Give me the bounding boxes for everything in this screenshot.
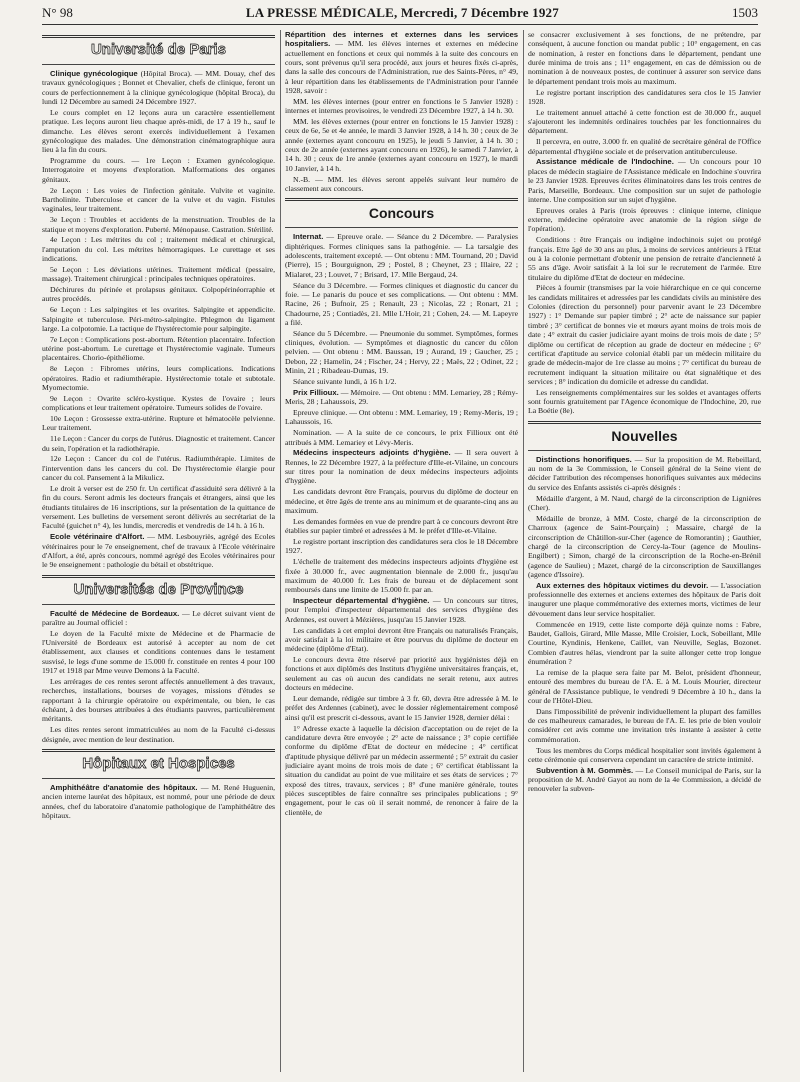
article-paragraph: 6e Leçon : Les salpingites et les ovarites. Salpingite et appendicite. Salpingite et tuberculose. Péri-métro-salpingite. Phlegmon du ligament large. La colpotomie. La tactique de l'hystérectomie pour salpingite.: [42, 305, 275, 333]
page-number: 1503: [731, 5, 758, 20]
article-heading: Répartition des internes et externes dans les services hospitaliers.: [285, 30, 518, 49]
article-paragraph: Epreuve clinique. — Ont obtenu : MM. Lemariey, 19 ; Remy-Meris, 19 ; Lahaussois, 16.: [285, 408, 518, 427]
article-paragraph: MM. les élèves internes (pour entrer en fonctions le 5 Janvier 1928) : internes et internes provisoires, le vendredi 23 Décembre 1927, à 14 h. 30.: [285, 96, 518, 116]
section-rule: [42, 778, 275, 779]
article-paragraph: 11e Leçon : Cancer du corps de l'utérus. Diagnostic et traitement. Cancer du sein, l'opération et la radiothérapie.: [42, 434, 275, 453]
article-text: — Il sera ouvert à Rennes, le 22 Décembre 1927, à la préfecture d'Ille-et-Vilaine, un concours sur titres pour la nomination de deux médecins inspecteurs adjoints d'hygiène.: [285, 448, 518, 486]
article-paragraph: Le traitement annuel attaché à cette fonction est de 30.000 fr., auquel s'ajouteront les indemnités ordinaires touchées par les fonctionnaires du département.: [528, 107, 761, 136]
article-paragraph: Le concours devra être réservé par priorité aux hygiénistes déjà en fonctions et aux diplômés des Instituts d'hygiène universitaires français, et, seulement au cas où aucun des candidats ne serait retenu, aux autres docteurs en médecine.: [285, 655, 518, 693]
article-paragraph: [528, 455, 761, 492]
article-paragraph: 1° Adresse exacte à laquelle la décision d'acceptation ou de rejet de la candidature devra être envoyée ; 2° acte de naissance ; 3° copie certifiée conforme du diplôme d'Etat de docteur en médecine ; 4° certificat d'aptitude physique délivré par un médecin assermenté ; 5° extrait du casier judiciaire ayant moins de trois mois de date ; 6° certificat établissant la situation du candidat au point de vue militaire et ses états de services ; 7° exposé des titres, travaux, services ; 8° d'une manière générale, toutes pièces susceptibles de faire connaître ses principales publications ; 9° engagement, pour le cas où il serait nommé, de renoncer à faire de la clientèle, de: [285, 723, 518, 817]
section-rule: [528, 450, 761, 451]
article-text: — MM. les élèves internes et externes en médecine actuellement en fonctions et ceux qui nommés à la suite des concours en cours, sont prévenus qu'il sera procédé, aux jours et heures fixés ci-après, dans la salle des concours de l'Administration, rue des Saints-Pères, n° 49, à leur répartition dans les établissements de l'Administration pour l'année 1928, savoir :: [285, 39, 518, 96]
article-paragraph: Médaille de bronze, à MM. Coste, chargé de la circonscription de Charroux (agence de Saint-Pourçain) ; Massaire, chargé de la circonscription de Châtillon-sur-Cher (agence de Romorantin) ; Gauthier, chargé de la circonscription de Cercy-la-Tour (agence de Moulins-Engilbert) ; Simon, chargé de la circonscription de la Roche-en-Brénil (agence de Saulieu) ; Mazet, chargé de la circonscription de Sauxillanges (agence d'Issoire).: [528, 513, 761, 579]
header-rule: [42, 24, 758, 25]
section-title-nouvelles: Nouvelles: [611, 427, 678, 444]
article-paragraph: [42, 783, 275, 820]
article-paragraph: [528, 581, 761, 618]
article-paragraph: Epreuves orales à Paris (trois épreuves : clinique interne, clinique externe, médecine opératoire avec anatomie de la région siège de l'opération).: [528, 205, 761, 234]
masthead-title: LA PRESSE MÉDICALE, Mercredi, 7 Décembre 1927: [245, 5, 559, 20]
article-text: — Un concours sur titres, pour l'emploi d'inspecteur départemental des services d'hygiène des Ardennes, est ouvert à Mézières, jusqu'au 15 Janvier 1928.: [285, 596, 518, 624]
article-paragraph: [528, 766, 761, 794]
column-divider: [280, 30, 281, 1072]
article-paragraph: Les candidats à cet emploi devront être Français ou naturalisés Français, avoir satisfait à la loi militaire et être pourvus du diplôme de docteur en médecine (diplôme d'Etat).: [285, 625, 518, 654]
article-paragraph: 10e Leçon : Grossesse extra-utérine. Rupture et hématocèle pelvienne. Leur traitement.: [42, 414, 275, 433]
section-rule: [42, 575, 275, 578]
article-paragraph: [285, 596, 518, 624]
article-heading: Assistance médicale de l'Indochine.: [536, 157, 674, 167]
article-paragraph: Pièces à fournir (transmises par la voie hiérarchique en ce qui concerne les candidats militaires et adressées par les candidats civils au ministère des Colonies (direction du personnel) pour parvenir avant le 23 Décembre 1927) : 1° Demande sur papier timbré ; 2° acte de naissance sur papier timbré ; 3° certificat de bonnes vie et mœurs ayant moins de trois mois de date ; 4° extrait du casier judiciaire ayant moins de trois mois de date ; 5° diplôme ou certificat de réception au grade de docteur en médecine ; 6° certificat d'aptitude au service colonial établi par un médecin militaire du grade de médecin-major de 1re classe au moins ; 7° certificat du bureau de recrutement indiquant la situation militaire ou état signalétique et des services ; 8° indication du domicile et adresse du candidat.: [528, 283, 761, 386]
article-paragraph: Les renseignements complémentaires sur les soldes et avantages offerts sont fournis gratuitement par l'Agence économique de l'Indochine, 20, rue La Boétie (8e).: [528, 387, 761, 416]
article-heading: Prix Fillioux.: [293, 387, 339, 397]
article-paragraph: Le registre portant inscription des candidatures sera clos le 15 Janvier 1928.: [528, 87, 761, 106]
article-paragraph: Tous les membres du Corps médical hospitalier sont invités également à cette cérémonie qui conservera cependant un caractère de stricte intimité.: [528, 745, 761, 764]
article-paragraph: Le registre portant inscription des candidatures sera clos le 18 Décembre 1927.: [285, 537, 518, 556]
article-paragraph: 4e Leçon : Les métrites du col ; traitement médical et chirurgical, l'amputation du col. Les métrites hémorragiques. Le curettage et ses indications.: [42, 235, 275, 264]
article-heading: Faculté de Médecine de Bordeaux.: [50, 608, 180, 618]
issue-number: N° 98: [42, 5, 73, 20]
article-heading: Distinctions honorifiques.: [536, 454, 632, 464]
article-paragraph: La remise de la plaque sera faite par M. Belot, président d'honneur, entouré des membres du bureau de l'A. E. à M. Louis Mourier, directeur général de l'Assistance publique, le vendredi 9 Décembre à 10 h., dans la cour de l'Hôtel-Dieu.: [528, 667, 761, 705]
section-title-hopitaux: Hôpitaux et Hospices: [82, 754, 235, 772]
article-paragraph: [285, 448, 518, 485]
article-paragraph: [42, 69, 275, 106]
article-paragraph: 5e Leçon : Les déviations utérines. Traitement médical (pessaire, massage). Traitement chirurgical : principales techniques opératoires.: [42, 264, 275, 284]
article-heading: Inspecteur départemental d'hygiène.: [293, 596, 430, 606]
article-heading: Amphithéâtre d'anatomie des hôpitaux.: [50, 782, 198, 792]
section-title-universite-paris: Université de Paris: [90, 41, 227, 58]
page-header: [42, 4, 758, 22]
article-paragraph: Dans l'impossibilité de prévenir individuellement la plupart des familles de ces malheureux camarades, le bureau de l'A. E. les prie de bien vouloir considérer cet avis comme une invitation très instante à assister à cette commémoration.: [528, 706, 761, 744]
article-heading: Ecole vétérinaire d'Alfort.: [50, 532, 145, 542]
article-paragraph: Leur demande, rédigée sur timbre à 3 fr. 60, devra être adressée à M. le préfet des Ardennes (cabinet), avec le dossier réglementairement composé ainsi qu'il est prescrit ci-dessous, avant le 15 Janvier 1928, dernier délai :: [285, 694, 518, 722]
article-paragraph: Séance du 3 Décembre. — Formes cliniques et diagnostic du cancer du foie. — Le panaris du pouce et ses complications. — Ont obtenu : MM. Racine, 26 ; Bufnoir, 25 ; Renault, 23 ; Nicolas, 22 ; Ronart, 21 ; Chadourne, 25 ; Contiadès, 21. Mlle L'Hoir, 21 ; Cohen, 24. — M. Lapeyre a filé.: [285, 280, 518, 327]
article-paragraph: Le doyen de la Faculté mixte de Médecine et de Pharmacie de l'Université de Bordeaux est autorisé à accepter au nom de cet établissement, aux clauses et conditions contenues dans le testament susvisé, le legs d'une somme de 15.000 fr. constituée en rentes 4 pour 100 1917 et 1918 par Mme veuve Demons à la Faculté.: [42, 628, 275, 676]
article-heading: Subvention à M. Gommès.: [536, 765, 634, 775]
article-paragraph: 12e Leçon : Cancer du col de l'utérus. Radiumthérapie. Limites de l'intervention dans les cancers du col. De l'hystérectomie élargie pour cancer du col. Pansement à la Mikulicz.: [42, 454, 275, 483]
article-heading: Internat.: [293, 232, 324, 242]
article-paragraph: 9e Leçon : Ovarite scléro-kystique. Kystes de l'ovaire ; leurs complications et leur traitement opératoire. Tumeurs solides de l'ovaire.: [42, 393, 275, 413]
section-rule: [42, 35, 275, 38]
article-paragraph: Séance du 5 Décembre. — Pneumonie du sommet. Symptômes, formes cliniques, évolution. — Symptômes et diagnostic du cancer du côlon pelvien. — Ont obtenu : MM. Baussan, 19 ; Aurand, 19 ; Gaucher, 25 ; Debon, 22 ; Hamelin, 24 ; Fischer, 24 ; Hervy, 22 ; Maës, 22 ; Odinet, 22 ; Minin, 21 ; Ribadeau-Dumas, 19.: [285, 328, 518, 376]
article-paragraph: N.-B. — MM. les élèves seront appelés suivant leur numéro de classement aux concours.: [285, 174, 518, 193]
column-1: [42, 30, 275, 1075]
article-paragraph: Conditions : être Français ou indigène indochinois sujet ou protégé français. Etre âgé de 30 ans au plus, à moins de services antérieurs à l'Etat ou à la colonie permettant d'obtenir une pension de retraite d'ancienneté à 55 ans d'âge. Avoir satisfait à la loi sur le recrutement de l'armée. Etre titulaire du diplôme d'Etat de docteur en médecine.: [528, 235, 761, 282]
article-paragraph: Il percevra, en outre, 3.000 fr. en qualité de secrétaire général de l'Office départemental d'hygiène sociale et de préservation antituberculeuse.: [528, 137, 761, 156]
article-paragraph: 7e Leçon : Complications post-abortum. Rétention placentaire. Infection utérine post-abortum. Le curettage et l'hystérectomie vaginale. Tumeurs placentaires. Chorio-épithéliome.: [42, 334, 275, 363]
article-text: — L'association professionnelle des externes et anciens externes des hôpitaux de Paris doit inaugurer une plaque commémorative des externes morts, victimes de leur dévouement dans leur service hospitalier.: [528, 580, 761, 618]
article-paragraph: [42, 609, 275, 628]
article-text: — Mémoire. — Ont obtenu : MM. Lemariey, 28 ; Rémy-Meris, 28 ; Lahaussois, 29.: [285, 387, 518, 407]
section-rule: [285, 227, 518, 228]
article-heading: Médecins inspecteurs adjoints d'hygiène.: [293, 448, 451, 458]
article-paragraph: 2e Leçon : Les voies de l'infection génitale. Vulvite et vaginite. Bartholinite. Tuberculose et cancer de la vulve et du vagin. Fistules vaginales, leur traitement.: [42, 185, 275, 214]
article-paragraph: se consacrer exclusivement à ses fonctions, de ne prétendre, par conséquent, à aucune fonction ou mandat public ; 10° engagement, en cas de nomination, à rester en fonctions dans le département, pendant une durée minima de trois ans ; 11° engagement, en cas de démission ou de nomination à de nouveaux postes, de continuer à assurer son service dans le département pendant trois mois au maximum.: [528, 30, 761, 86]
article-text: — Epreuve orale. — Séance du 2 Décembre. — Paralysies diphtériques. Formes cliniques sans la pathogénie. — La tarsalgie des adolescents, traitement excepté. — Ont obtenu : MM. Tournand, 20 ; David (Pierre), 15 ; Bourguignon, 29 ; Postel, 8 ; Cheynet, 23 ; Illaire, 22 ; Mialaret, 23 ; Louvet, 7 ; Brisard, 17. Mlle Bergaud, 24.: [285, 232, 518, 279]
section-title-universites-province: Universités de Province: [73, 580, 244, 598]
article-paragraph: Le droit à verser est de 250 fr. Un certificat d'assiduité sera délivré à la fin du cours. Seront admis les docteurs français et étrangers, ainsi que les étudiants titulaires de 16 inscriptions, sur la présentation de la quittance de versement. Les bulletins de versement seront délivrés au secrétariat de la Faculté (guichet n° 4), les lundis, mercredis et vendredis de 14 h. à 16 h.: [42, 483, 275, 531]
article-paragraph: Séance suivante lundi, à 16 h 1/2.: [293, 377, 397, 386]
article-paragraph: Les arrérages de ces rentes seront affectés annuellement à des travaux, recherches, installations, bourses de voyages, missions d'études se rapportant à la chirurgie opératoire ou expérimentale, ou bien, le cas échéant, à des bourses attribuées à des étudiants pauvres, particulièrement méritants.: [42, 676, 275, 724]
article-paragraph: MM. les élèves externes (pour entrer en fonctions le 15 Janvier 1928) : ceux de 6e, 5e et 4e année, le mardi 3 Janvier 1928, à 14 h. 30 ; ceux de 3e année (externes ayant concouru en 1925), le jeudi 5 Janvier, à 14 h. 30 ; ceux de 2e année (externes ayant concouru en 1926), le samedi 7 Janvier, à 14 h. 30 ; ceux de 1re année (externes ayant concouru en 1927), le mardi 10 Janvier, à 14 h.: [285, 117, 518, 173]
section-rule: [528, 421, 761, 424]
article-text: — MM. Lesbouyriès, agrégé des Ecoles vétérinaires pour le 7e enseignement, chef de travaux à l'Ecole vétérinaire d'Alfort, a été, après concours, nommé agrégé des Ecoles vétérinaires pour le 9e enseignement : pathologie du bétail et obstétrique.: [42, 532, 275, 570]
article-paragraph: Médaille d'argent, à M. Naud, chargé de la circonscription de Lignières (Cher).: [528, 493, 761, 512]
article-paragraph: 3e Leçon : Troubles et accidents de la menstruation. Troubles de la statique et moyens d'exploration. Puberté. Ménopause. Castration. Stérilité.: [42, 215, 275, 234]
article-paragraph: Nomination. — A la suite de ce concours, le prix Fillioux ont été attribués à MM. Lemariey et Lévy-Meris.: [285, 428, 518, 447]
section-rule: [42, 604, 275, 605]
article-text: (Hôpital Broca). — MM. Douay, chef des travaux gynécologiques ; Bonnet et Chevalier, chefs de clinique, feront un cours de perfectionnement à la clinique gynécologique (hôpital Broca), du lundi 12 Décembre au samedi 24 Décembre 1927.: [42, 69, 275, 107]
article-paragraph: Les candidats devront être Français, pourvus du diplôme de docteur en médecine, et être âgés de trente ans au minimum et de quarante-cinq ans au maximum.: [285, 487, 518, 515]
section-rule: [42, 64, 275, 65]
article-paragraph: [285, 232, 518, 279]
section-rule: [42, 749, 275, 752]
article-text: — M. René Huguenin, ancien interne lauréat des hôpitaux, est nommé, pour une période de deux années, chef du laboratoire d'anatomie pathologique de l'amphithéâtre des hôpitaux.: [42, 782, 275, 820]
article-paragraph: Déchirures du périnée et prolapsus génitaux. Colpopérinéorraphie et autres procédés.: [42, 285, 275, 304]
section-rule: [285, 198, 518, 201]
article-paragraph: [42, 532, 275, 569]
column-3: [528, 30, 761, 1075]
article-paragraph: [285, 388, 518, 407]
article-heading: Aux externes des hôpitaux victimes du devoir.: [536, 580, 709, 590]
article-text: — Un concours pour 10 places de médecin stagiaire de l'Assistance médicale en Indochine s'ouvrira le 23 Janvier 1928. Epreuves écrites éliminatoires dans les trois centres de Paris, Marseille, Bordeaux. Une composition sur un sujet de pathologie interne. Une composition sur un sujet d'hygiène.: [528, 157, 761, 204]
article-paragraph: Les demandes formées en vue de prendre part à ce concours devront être établies sur papier timbré et adressées à M. le préfet d'Ille-et-Vilaine.: [285, 516, 518, 536]
article-text: — Sur la proposition de M. Rebeillard, au nom de la 3e Commission, le Conseil général de la Seine vient de décider l'attribution des récompenses honorifiques suivantes aux médecins du service des Enfants assistés ci-après désignés :: [528, 454, 761, 492]
article-paragraph: Les dites rentes seront immatriculées au nom de la Faculté ci-dessus désignée, avec mention de leur destination.: [42, 725, 275, 744]
article-paragraph: [528, 157, 761, 204]
article-paragraph: Programme du cours. — 1re Leçon : Examen gynécologique. Interrogatoire et moyens d'exploration. Malformations des organes génitaux.: [42, 156, 275, 184]
column-divider: [523, 30, 524, 1072]
article-paragraph: L'échelle de traitement des médecins inspecteurs adjoints d'hygiène est fixée à 30.000 fr., avec augmentation biennale de 2.000 fr., jusqu'au maximum de 40.000 fr. Les frais de bureau et de déplacement sont remboursés dans une limite de 15.000 fr. par an.: [285, 557, 518, 595]
article-paragraph: Commencée en 1919, cette liste comporte déjà quinze noms : Fabre, Baudet, Gallois, Girard, Mlle Masse, Mlle Croisier, Lock, Sobeillant, Mlle Courtine, Kyndinis, Henkene, Caillet, van Neuville, Seglas, Bozonet. Combien d'autres hélas, viendront par la suite allonger cette trop longue énumération ?: [528, 619, 761, 666]
article-heading: Clinique gynécologique: [50, 69, 138, 78]
article-paragraph: Le cours complet en 12 leçons aura un caractère essentiellement pratique. Les leçons auront lieu chaque après-midi, de 17 à 19 h., sauf le dimanche. Les élèves seront exercés individuellement à l'examen gynécologique des malades. Une démonstration cinématographique aura lieu à la fin du cours.: [42, 107, 275, 155]
article-paragraph: 8e Leçon : Fibromes utérins, leurs complications. Indications opératoires. Radio et radiumthérapie. Hystérectomie totale et subtotale. Myomectomie.: [42, 364, 275, 392]
section-title-concours: Concours: [368, 205, 435, 222]
article-text: — Le décret suivant vient de paraître au Journal officiel :: [42, 608, 275, 627]
article-text: — Le Conseil municipal de Paris, sur la proposition de M. André Gayot au nom de la 4e Commission, a décidé de renouveler la subven-: [528, 765, 761, 794]
article-paragraph: [285, 30, 518, 95]
column-2: [285, 30, 518, 1075]
